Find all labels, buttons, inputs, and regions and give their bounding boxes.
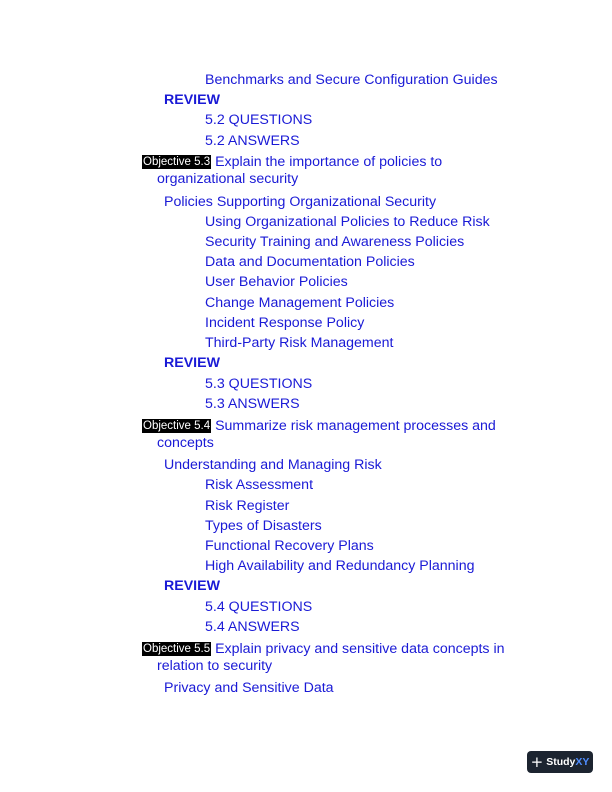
toc-link-section[interactable]: Understanding and Managing Risk [164, 457, 382, 473]
objective-title: Summarize risk management processes and [215, 418, 496, 434]
logo-text: StudyXY [546, 756, 590, 768]
toc-link-questions[interactable]: 5.4 QUESTIONS [205, 599, 313, 615]
objective-title: Explain privacy and sensitive data concepts in [215, 641, 505, 657]
toc-link-item[interactable]: Risk Register [205, 498, 290, 514]
objective-title-continued: relation to security [157, 658, 273, 674]
toc-link-benchmarks[interactable]: Benchmarks and Secure Configuration Guides [205, 72, 498, 88]
toc-link-section[interactable]: Policies Supporting Organizational Security [164, 194, 437, 210]
toc-objective-5-4[interactable] [142, 418, 542, 452]
toc-link-answers[interactable]: 5.4 ANSWERS [205, 619, 300, 635]
objective-title-continued: concepts [157, 435, 214, 451]
toc-link-item[interactable]: Incident Response Policy [205, 315, 365, 331]
plus-icon: + [530, 752, 544, 771]
toc-link-questions[interactable]: 5.2 QUESTIONS [205, 112, 313, 128]
toc-link-item[interactable]: Risk Assessment [205, 477, 314, 493]
toc-link-item[interactable]: High Availability and Redundancy Planning [205, 558, 475, 574]
toc-link-item[interactable]: Change Management Policies [205, 295, 395, 311]
toc-link-item[interactable]: Types of Disasters [205, 518, 322, 534]
toc-link-item[interactable]: Functional Recovery Plans [205, 538, 374, 554]
toc-link-answers[interactable]: 5.3 ANSWERS [205, 396, 300, 412]
toc-link-section[interactable]: Privacy and Sensitive Data [164, 680, 334, 696]
toc-link-review[interactable]: REVIEW [164, 355, 220, 371]
toc-link-questions[interactable]: 5.3 QUESTIONS [205, 376, 313, 392]
objective-badge: Objective 5.3 [143, 156, 211, 168]
toc-link-item[interactable]: Using Organizational Policies to Reduce Risk [205, 214, 490, 230]
toc-objective-5-5[interactable] [142, 641, 542, 675]
objective-badge: Objective 5.5 [143, 643, 211, 655]
toc-link-review[interactable]: REVIEW [164, 578, 220, 594]
objective-badge: Objective 5.4 [143, 420, 211, 432]
toc-link-review[interactable]: REVIEW [164, 92, 220, 108]
toc-link-item[interactable]: Security Training and Awareness Policies [205, 234, 465, 250]
toc-objective-5-3[interactable] [142, 154, 542, 188]
studyxy-logo [527, 751, 593, 773]
objective-title-continued: organizational security [157, 171, 299, 187]
objective-title: Explain the importance of policies to [215, 154, 443, 170]
toc-link-answers[interactable]: 5.2 ANSWERS [205, 133, 300, 149]
toc-link-item[interactable]: Data and Documentation Policies [205, 254, 415, 270]
toc-link-item[interactable]: Third-Party Risk Management [205, 335, 394, 351]
toc-link-item[interactable]: User Behavior Policies [205, 274, 348, 290]
